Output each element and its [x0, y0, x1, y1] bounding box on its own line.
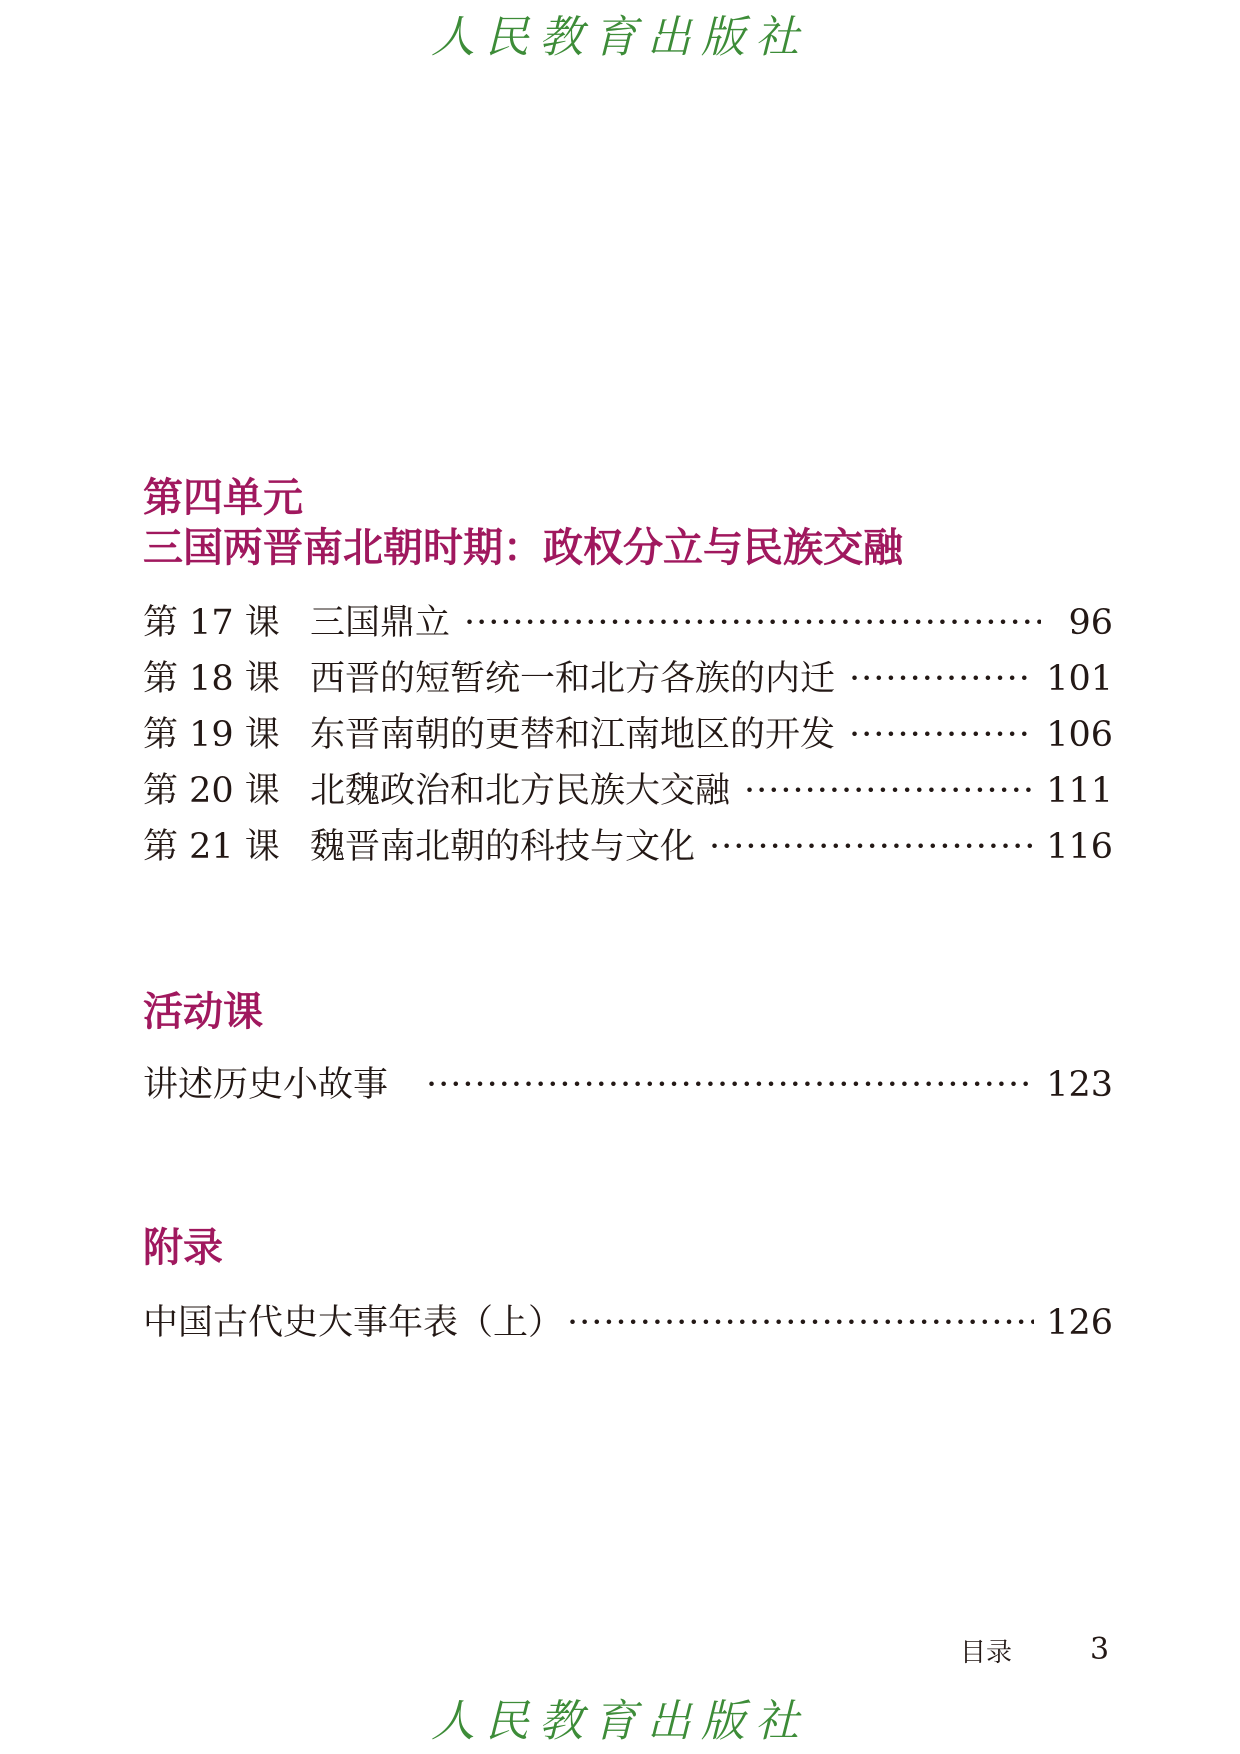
lesson-title: 魏晋南北朝的科技与文化: [310, 827, 696, 867]
footer-section-label: 目录: [960, 1638, 1013, 1668]
toc-entry-lesson-19[interactable]: [143, 710, 1113, 760]
publisher-logo-bottom: 人民教育出版社: [431, 1696, 809, 1747]
toc-entry-lesson-17[interactable]: [143, 598, 1113, 648]
dot-leader: [567, 1298, 1034, 1348]
dot-leader: [849, 654, 1034, 704]
page-number: 111: [1046, 771, 1113, 811]
dot-leader: [426, 1060, 1034, 1110]
toc-entry-lesson-18[interactable]: [143, 654, 1113, 704]
lesson-title: 西晋的短暂统一和北方各族的内迁: [310, 659, 836, 699]
page-number: 101: [1046, 659, 1113, 699]
toc-entry-activity[interactable]: [143, 1060, 1113, 1110]
dot-leader: [464, 598, 1041, 648]
page-number: 126: [1046, 1303, 1113, 1343]
appendix-label: 附录: [143, 1225, 223, 1271]
lesson-number: 第 20 课: [143, 771, 280, 811]
unit-label: 第四单元: [143, 475, 303, 521]
toc-entry-appendix[interactable]: [143, 1298, 1113, 1348]
toc-entry-lesson-21[interactable]: [143, 822, 1113, 872]
dot-leader: [709, 822, 1034, 872]
toc-entry-lesson-20[interactable]: [143, 766, 1113, 816]
lesson-title: 北魏政治和北方民族大交融: [310, 771, 731, 811]
lesson-number: 第 19 课: [143, 715, 280, 755]
page-number: 123: [1046, 1065, 1113, 1105]
dot-leader: [849, 710, 1034, 760]
lesson-number: 第 18 课: [143, 659, 280, 699]
unit-title: 三国两晋南北朝时期：政权分立与民族交融: [143, 525, 903, 571]
activity-title: 讲述历史小故事: [143, 1065, 389, 1105]
activity-label: 活动课: [143, 989, 263, 1035]
appendix-title: 中国古代史大事年表（上）: [143, 1303, 564, 1343]
page-number: 96: [1068, 603, 1113, 643]
page-number: 106: [1046, 715, 1113, 755]
lesson-title: 三国鼎立: [310, 603, 451, 643]
lesson-number: 第 17 课: [143, 603, 280, 643]
footer-page-number: 3: [1090, 1632, 1110, 1667]
publisher-logo-top: 人民教育出版社: [431, 12, 809, 63]
lesson-number: 第 21 课: [143, 827, 280, 867]
lesson-title: 东晋南朝的更替和江南地区的开发: [310, 715, 836, 755]
dot-leader: [744, 766, 1034, 816]
page-number: 116: [1046, 827, 1113, 867]
